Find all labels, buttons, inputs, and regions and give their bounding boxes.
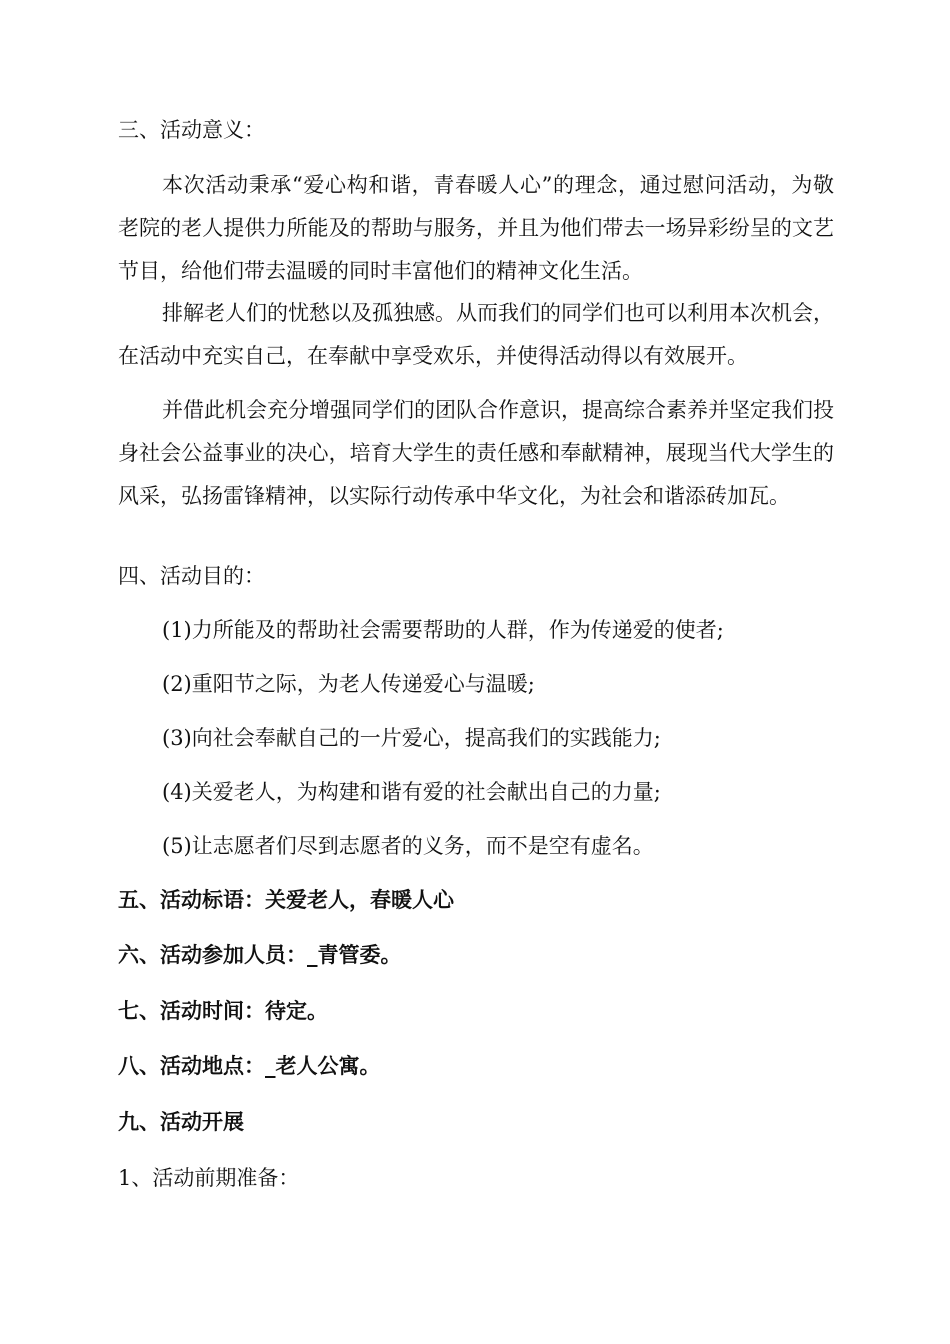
section-9-heading: 九、活动开展 <box>118 1110 244 1134</box>
section-5-slogan: 五、活动标语：关爱老人，春暖人心 <box>118 888 454 912</box>
section-3-heading: 三、活动意义： <box>118 118 265 142</box>
section-6-participants: 六、活动参加人员：_青管委。 <box>118 943 402 967</box>
goal-item-5: (5)让志愿者们尽到志愿者的义务，而不是空有虚名。 <box>162 834 654 858</box>
section-3-paragraph-1: 本次活动秉承“爱心构和谐，青春暖人心”的理念，通过慰问活动，为敬老院的老人提供力所能及的帮助与服务，并且为他们带去一场异彩纷呈的文艺节目，给他们带去温暖的同时丰富他们的精神文化生活。 <box>118 173 834 283</box>
section-7-time: 七、活动时间：待定。 <box>118 999 328 1023</box>
section-8-location: 八、活动地点：_老人公寓。 <box>118 1054 381 1078</box>
goal-item-4: (4)关爱老人，为构建和谐有爱的社会献出自己的力量; <box>162 780 661 804</box>
goal-item-2: (2)重阳节之际，为老人传递爱心与温暖; <box>162 672 535 696</box>
subsection-1-heading: 1、活动前期准备： <box>118 1166 300 1190</box>
section-3-paragraph-2: 排解老人们的忧愁以及孤独感。从而我们的同学们也可以利用本次机会，在活动中充实自己，在奉献中享受欢乐，并使得活动得以有效展开。 <box>118 301 834 368</box>
goal-item-3: (3)向社会奉献自己的一片爱心，提高我们的实践能力; <box>162 726 661 750</box>
section-4-heading: 四、活动目的： <box>118 564 265 588</box>
section-3-paragraph-3: 并借此机会充分增强同学们的团队合作意识，提高综合素养并坚定我们投身社会公益事业的决心，培育大学生的责任感和奉献精神，展现当代大学生的风采，弘扬雷锋精神，以实际行动传承中华文化，为社会和谐添砖加瓦。 <box>118 398 834 508</box>
goal-item-1: (1)力所能及的帮助社会需要帮助的人群，作为传递爱的使者; <box>162 618 724 642</box>
